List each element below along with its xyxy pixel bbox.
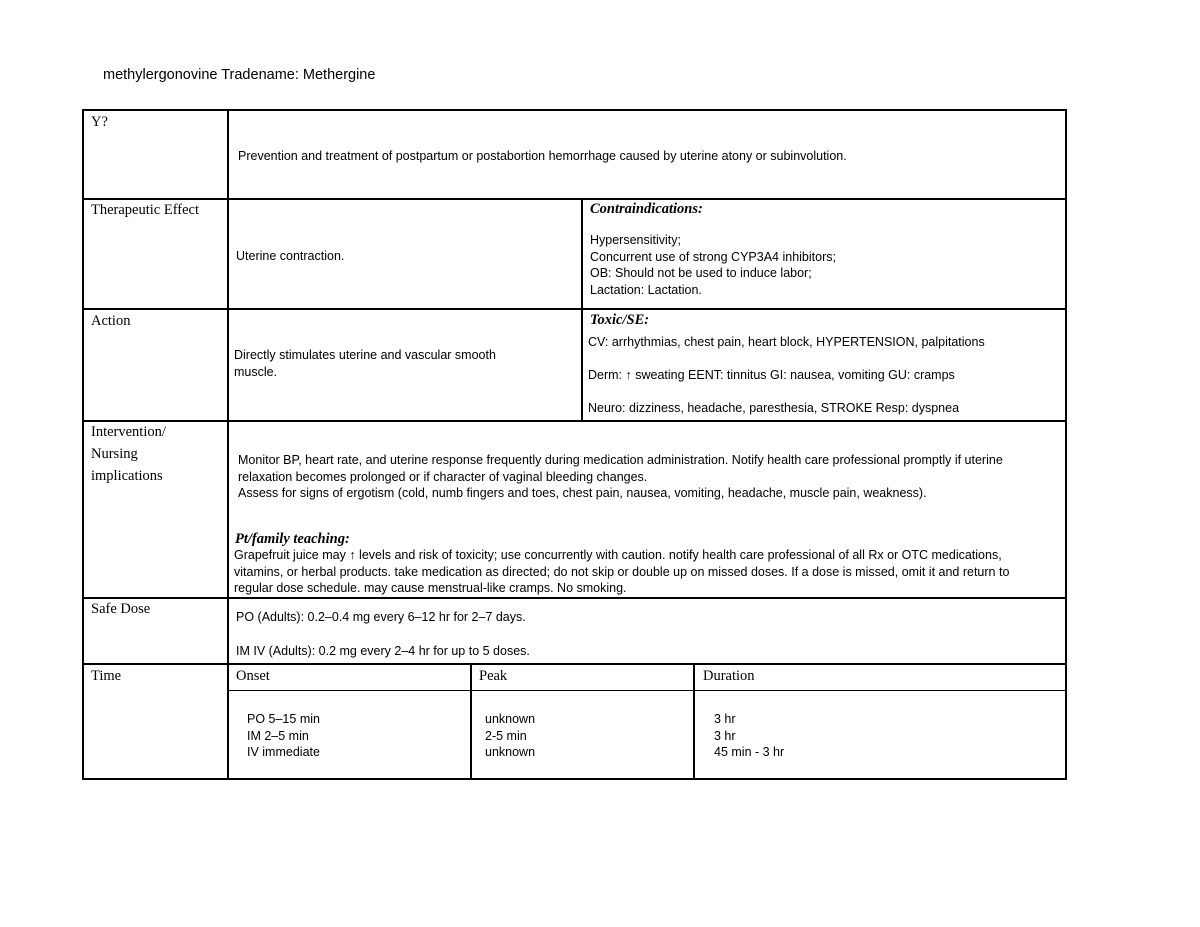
onset-value: IM 2–5 min: [247, 728, 309, 743]
why-label: Y?: [91, 114, 108, 130]
contraindication-item: OB: Should not be used to induce labor;: [590, 266, 812, 280]
split-column-divider: [581, 198, 583, 420]
intervention-label-line: Intervention/: [91, 424, 166, 440]
peak-value: 2-5 min: [485, 728, 527, 743]
peak-values: [485, 711, 685, 761]
toxic-se-heading: Toxic/SE:: [590, 312, 650, 328]
document-title: methylergonovine Tradename: Methergine: [103, 67, 376, 83]
peak-value: unknown: [485, 745, 536, 759]
monitor-text: Monitor BP, heart rate, and uterine response frequently during medication administration. Notify health care professional promptly if uterine relaxation becomes prolonged or if character of vaginal bleeding changes.: [238, 453, 1003, 484]
onset-header: Onset: [236, 668, 270, 684]
teaching-text: Grapefruit juice may ↑ levels and risk of toxicity; use concurrently with caution. notify health care professional of all Rx or OTC medications, vitamins, or herbal products. take medication as directed; do not skip or double up on missed doses. If a dose is missed, omit it and return to regular dose schedule. may cause menstrual-like cramps. No smoking.: [234, 548, 1010, 595]
intervention-label-line: Nursing: [91, 446, 138, 462]
safe-dose-po: PO (Adults): 0.2–0.4 mg every 6–12 hr for 2–7 days.: [236, 610, 526, 624]
safe-dose-im-iv: IM IV (Adults): 0.2 mg every 2–4 hr for up to 5 doses.: [236, 644, 530, 658]
action-label: Action: [91, 313, 131, 329]
therapeutic-effect-text: Uterine contraction.: [236, 249, 345, 263]
time-label: Time: [91, 668, 122, 684]
onset-value: IV immediate: [247, 745, 320, 759]
toxic-se-line: CV: arrhythmias, chest pain, heart block, HYPERTENSION, palpitations: [588, 335, 985, 349]
row-divider: [82, 663, 1067, 665]
drug-card-table: [82, 109, 1067, 780]
onset-value: PO 5–15 min: [247, 712, 320, 726]
row-divider: [82, 198, 1067, 200]
peak-header: Peak: [479, 668, 508, 684]
toxic-se-line: Derm: ↑ sweating EENT: tinnitus GI: nausea, vomiting GU: cramps: [588, 368, 955, 382]
intervention-label: [91, 421, 166, 487]
contraindication-item: Lactation: Lactation.: [590, 282, 702, 297]
teaching-heading: Pt/family teaching:: [235, 531, 350, 547]
safe-dose-label: Safe Dose: [91, 601, 151, 617]
duration-value: 45 min - 3 hr: [714, 745, 785, 759]
therapeutic-effect-label: Therapeutic Effect: [91, 202, 200, 218]
contraindications-heading: Contraindications:: [590, 201, 703, 217]
duration-values: [714, 711, 1014, 761]
time-column-divider: [470, 663, 472, 780]
contraindication-item: Concurrent use of strong CYP3A4 inhibitors;: [590, 249, 836, 264]
contraindications-list: [590, 232, 1060, 298]
row-divider: [82, 597, 1067, 599]
peak-value: unknown: [485, 712, 536, 726]
duration-value: 3 hr: [714, 712, 736, 726]
time-column-divider: [693, 663, 695, 780]
onset-values: [247, 711, 457, 761]
toxic-se-line: Neuro: dizziness, headache, paresthesia, STROKE Resp: dyspnea: [588, 401, 960, 415]
assess-text: Assess for signs of ergotism (cold, numb fingers and toes, chest pain, nausea, vomiting, headache, muscle pain, weakness).: [238, 486, 927, 500]
duration-value: 3 hr: [714, 728, 736, 743]
label-column-divider: [227, 109, 229, 780]
why-text: Prevention and treatment of postpartum or postabortion hemorrhage caused by uterine atony or subinvolution.: [238, 149, 847, 163]
duration-header: Duration: [703, 668, 755, 684]
intervention-label-line: implications: [91, 468, 163, 484]
action-text: Directly stimulates uterine and vascular smooth muscle.: [234, 348, 496, 379]
row-divider: [82, 308, 1067, 310]
time-header-divider: [227, 690, 1067, 691]
contraindication-item: Hypersensitivity;: [590, 233, 681, 247]
row-divider: [82, 420, 1067, 422]
